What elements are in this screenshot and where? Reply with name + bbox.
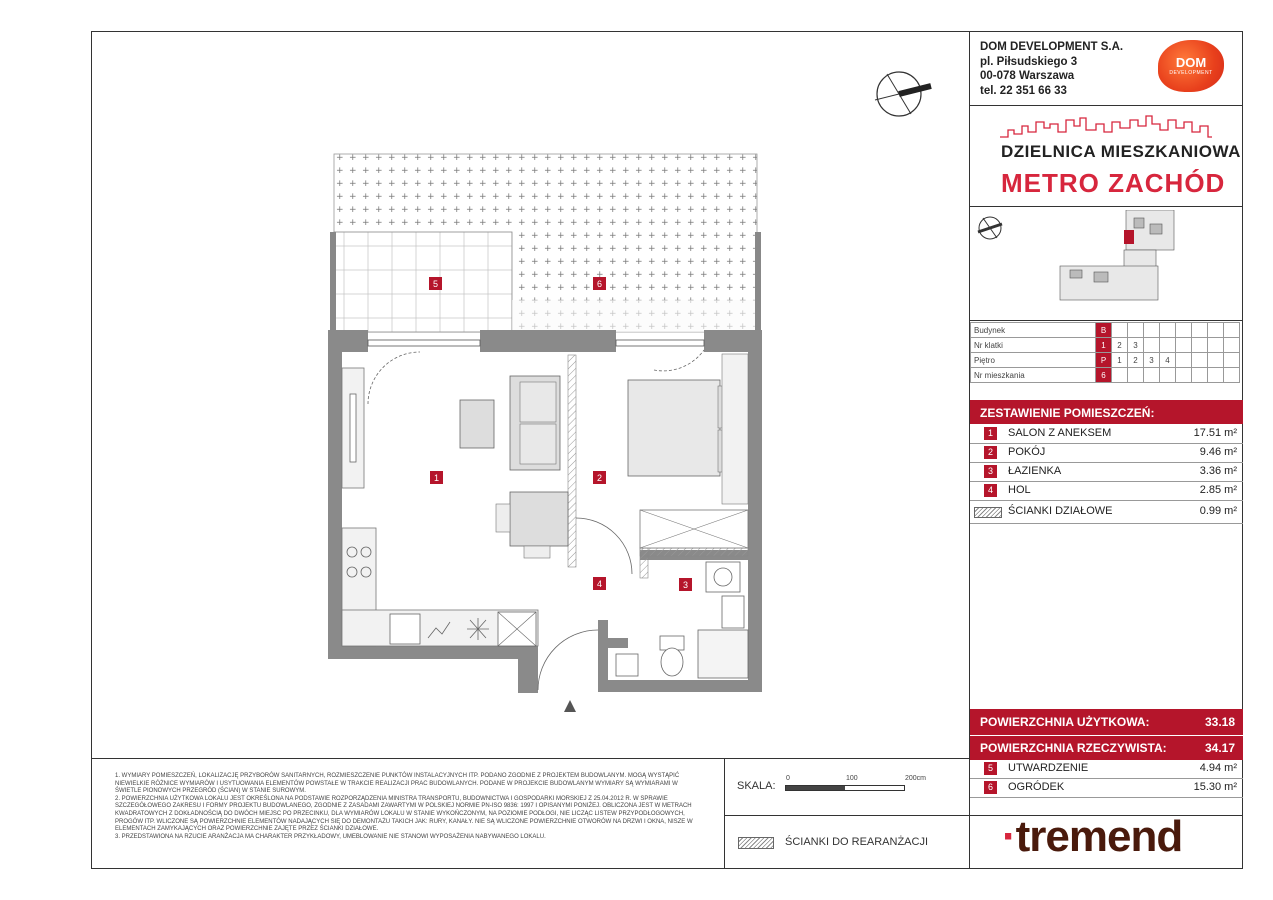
location-table [970,322,1240,383]
row-label: Nr klatki [971,338,1096,353]
room-area: 4.94 m² [1199,762,1237,774]
rearrange-legend: ŚCIANKI DO REARANŻACJI [785,836,929,848]
usable-area-label: POWIERZCHNIA UŻYTKOWA: [980,715,1150,729]
table-row [971,353,1240,368]
room-row [970,443,1243,463]
scale-label: SKALA: [737,780,776,792]
panel-line [970,105,1243,106]
table-cell: 3 [1144,353,1160,368]
room-number: 1 [984,427,997,440]
table-row [971,338,1240,353]
extra-row [970,759,1243,779]
company-phone: tel. 22 351 66 33 [980,84,1067,97]
shower-icon [698,630,748,678]
hatch-swatch [974,507,1002,518]
table-cell: B [1096,323,1112,338]
walls-area: 0.99 m² [1199,505,1237,517]
room-area: 17.51 m² [1193,427,1237,439]
room-row [970,481,1243,501]
compass-icon [873,66,933,124]
room-name: POKÓJ [1008,446,1046,458]
floor-plan [320,150,770,720]
coffee-table [460,400,494,448]
dom-development-logo [1158,40,1224,92]
washbasin-icon [722,596,744,628]
bed [628,380,720,476]
bedside [722,354,748,504]
walls-name: ŚCIANKI DZIAŁOWE [1008,505,1113,517]
table-cell: 6 [1096,368,1112,383]
company-city: 00-078 Warszawa [980,70,1075,82]
room-name: HOL [1008,484,1031,496]
panel-line [970,320,1243,321]
real-area-value: 34.17 [1204,741,1235,755]
scale-divider [724,758,725,869]
sink-icon [390,614,420,644]
table-cell: 3 [1128,338,1144,353]
tremend-logo [1002,812,1182,862]
room-area: 15.30 m² [1193,781,1237,793]
table-row [971,368,1240,383]
panel-line [724,815,970,816]
panel-line [970,206,1243,207]
real-area-bar [970,735,1243,760]
row-label: Budynek [971,323,1096,338]
note-3: 3. PRZEDSTAWIONA NA RZUCIE ARANŻACJA MA CHARAKTER PRZYKŁADOWY, UMEBLOWANIE NIE STANOWI WYPOSAŻENIA NABYWANEGO LOKALU. [115,833,546,840]
walls-row [970,502,1243,524]
dining-table [510,492,568,546]
entrance-arrow-icon [564,700,576,712]
plan-label-3: 3 [682,580,689,590]
room-name: OGRÓDEK [1008,781,1065,793]
room-number: 2 [984,446,997,459]
tremend-name: tremend [1015,812,1183,861]
building-outline [1060,210,1174,300]
room-area: 9.46 m² [1199,446,1237,458]
skyline-icon [1000,112,1212,140]
real-area-label: POWIERZCHNIA RZECZYWISTA: [980,741,1167,755]
note-1: 1. WYMIARY POMIESZCZEŃ, LOKALIZACJĘ PRZYBORÓW SANITARNYCH, ROZMIESZCZENIE PUNKTÓW INSTALACYJNYCH ITP. PODANO ZGODNIE Z PROJEKTEM BUDOWLANYM. MOGĄ WYSTĄPIĆ NIEWIELKIE RÓŻNICE WYMIARÓW I USYTUOWANIA ELEMENTÓW POWSTAŁE W TRAKCIE REALIZACJI PRAC BUDOWLANYCH. PODANE W PROJEKCIE BUDOWLANYM WYMIARY SĄ WYMIARAMI W ŚWIETLE PIONOWYCH PRZEGRÓD (ŚCIAN) W STANIE SUROWYM. [115,773,680,795]
plan-label-1: 1 [433,473,440,483]
scale-tick: 200cm [905,775,927,782]
table-cell: 2 [1112,338,1128,353]
key-plan [974,210,1239,316]
plan-label-4: 4 [596,579,603,589]
plan-label-5: 5 [432,279,439,289]
row-label: Nr mieszkania [971,368,1096,383]
rooms-header [970,400,1243,424]
terrace-area [334,232,512,332]
logo-subtext: DEVELOPMENT [1169,70,1213,76]
room-number: 6 [984,781,997,794]
room-area: 2.85 m² [1199,484,1237,496]
plan-label-2: 2 [596,473,603,483]
company-name: DOM DEVELOPMENT S.A. [980,41,1124,53]
table-cell: 1 [1096,338,1112,353]
room-row [970,424,1243,444]
notes [115,773,705,841]
scale-bar [785,785,905,791]
compass-small-icon [978,217,1002,239]
company-street: pl. Piłsudskiego 3 [980,55,1078,68]
scale-tick: 100 [846,775,858,782]
room-name: ŁAZIENKA [1008,465,1062,477]
project-title-line2: METRO ZACHÓD [1001,168,1226,198]
scale-tick: 0 [786,775,790,782]
table-cell: 2 [1128,353,1144,368]
room-number: 3 [984,465,997,478]
room-number: 5 [984,762,997,775]
table-row [971,323,1240,338]
rearrange-swatch [738,837,774,849]
rooms-header-label: ZESTAWIENIE POMIESZCZEŃ: [980,406,1155,420]
footer-divider [91,758,970,759]
row-label: Piętro [971,353,1096,368]
note-2: 2. POWIERZCHNIA UŻYTKOWA LOKALU JEST OKREŚLONA NA PODSTAWIE ROZPORZĄDZENIA MINISTRA TRANSPORTU, BUDOWNICTWA I GOSPODARKI MORSKIEJ Z 25.04.2012 R. W SPRAWIE SZCZEGÓŁOWEGO ZAKRESU I FORMY PROJEKTU BUDOWLANEGO, ZGODNIE Z ZASADAMI ZAWARTYMI W POLSKIEJ NORMIE PN-ISO 9836: 1997 I OPISANYMI PONIŻEJ. OBLICZONA JEST W METRACH KWADRATOWYCH Z DOKŁADNOŚCIĄ DO DWÓCH MIEJSC PO PRZECINKU, DLA WYMIARÓW LOKALU W STANIE WYKOŃCZONYM, NA POZIOMIE PODŁOGI, NIE LICZĄC LISTEW PRZYPODŁOGOWYCH, PROGÓW ITP. WLICZONE SĄ POWIERZCHNIE ELEMENTÓW NADAJĄCYCH SIĘ DO DEMONTAŻU TAKICH JAK: RURY, KANAŁY. NIE SĄ WLICZONE POWIERZCHNIE OTWORÓW NA DRZWI I OKNA, NISZE W ELEMENTACH ZAMYKAJĄCYCH ORAZ POWIERZCHNIE ZAJĘTE PRZEZ ŚCIANKI DZIAŁOWE. [115,795,693,833]
table-cell: 4 [1160,353,1176,368]
tremend-dot: · [1002,812,1016,861]
room-area: 3.36 m² [1199,465,1237,477]
room-name: SALON Z ANEKSEM [1008,427,1112,439]
room-number: 4 [984,484,997,497]
company-info [980,40,1123,98]
table-cell: P [1096,353,1112,368]
washing-machine-icon [706,562,740,592]
plan-label-6: 6 [596,279,603,289]
project-title-line1: DZIELNICA MIESZKANIOWA [1001,142,1241,161]
extra-row [970,778,1243,798]
usable-area-value: 33.18 [1204,715,1235,729]
table-cell: 1 [1112,353,1128,368]
room-row [970,462,1243,482]
logo-text: DOM [1175,55,1207,70]
usable-area-bar [970,709,1243,735]
room-name: UTWARDZENIE [1008,762,1089,774]
